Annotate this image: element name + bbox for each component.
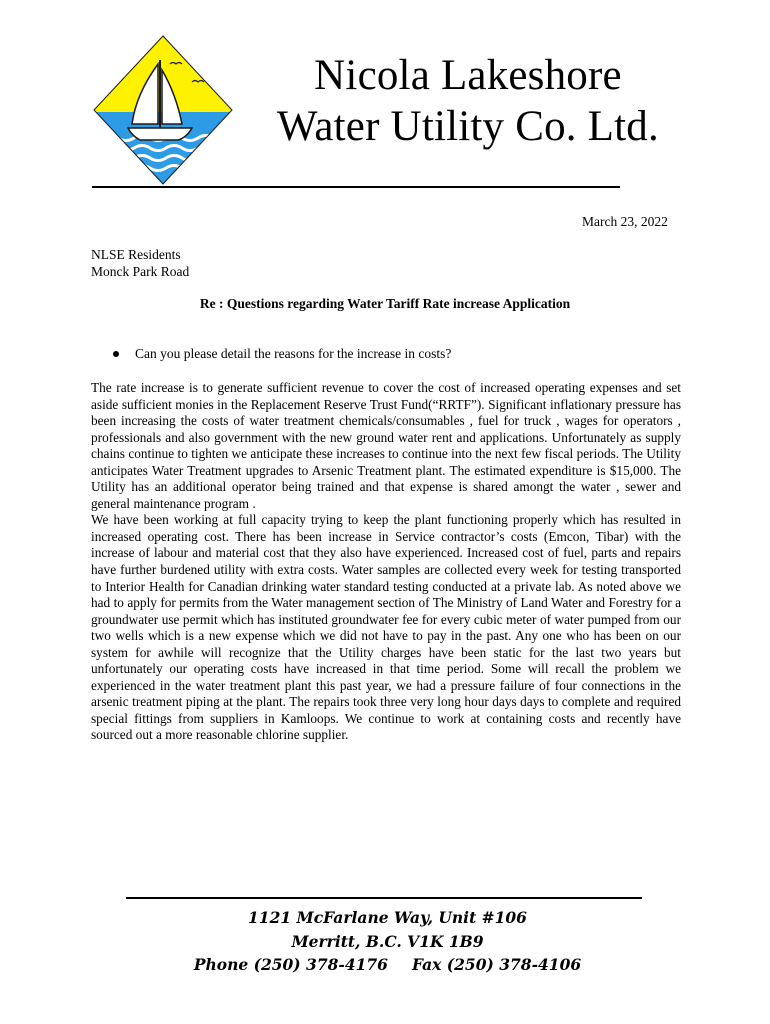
- fax-number: Fax (250) 378-4106: [411, 955, 582, 974]
- body-paragraph-2: We have been working at full capacity trying to keep the plant functioning properly which has resulted in increased operating cost. There has been increase in Service contractor’s costs (Emcon, Tibar) with the increase of labour and material cost that they also have experienced. Increased cost of fuel, parts and repairs have further burdened utility with extra costs. Water samples are collected every week for testing transported to Interior Health for Canadian drinking water standard testing conducted at a private lab. As noted above we had to apply for permits from the Water management section of The Ministry of Land Water and Forestry for a groundwater use permit which has instituted groundwater fee for every cubic meter of water pumped from our two wells which is a new expense which we did not have to pay in the past. Any one who has been on our system for awhile will recognize that the Utility charges have been static for the last two years but unfortunately our operating costs have increased in that time period. Some will recall the problem we experienced in the water treatment plant this past year, we had a pressure failure of four connections in the arsenic treatment piping at the plant. The repairs took three very long hour days days to complete and required special fittings from suppliers in Kamloops. We continue to work at containing costs and recently have sourced out a more reasonable chlorine supplier.: [91, 512, 681, 743]
- body-paragraph-1: The rate increase is to generate sufficient revenue to cover the cost of increased operating expenses and set aside sufficient monies in the Replacement Reserve Trust Fund(“RRTF”). Significant inflationary pressure has been increasing the costs of water treatment chemicals/consumables , fuel for truck , wages for operators , professionals and also government with the new ground water rent and applications. Unfortunately as supply chains continue to tighten we anticipate these increases to continue into the next few fiscal periods. The Utility anticipates Water Treatment upgrades to Arsenic Treatment plant. The estimated expenditure is $15,000. The Utility has an additional operator being trained and that expense is shared amongt the water , sewer and general maintenance program .: [91, 380, 681, 511]
- sailboat-logo-icon: [92, 34, 234, 186]
- footer-address: [150, 906, 625, 977]
- address-line1: 1121 McFarlane Way, Unit #106: [248, 908, 527, 927]
- contact-line: [150, 953, 625, 977]
- phone-number: Phone (250) 378-4176: [193, 955, 388, 974]
- question-bullet: [113, 346, 451, 362]
- header-divider: [92, 186, 620, 188]
- recipient-line1: NLSE Residents: [91, 247, 181, 262]
- company-name-line2: Water Utility Co. Ltd.: [277, 103, 659, 150]
- company-name: [248, 50, 688, 152]
- company-name-line1: Nicola Lakeshore: [314, 52, 622, 99]
- subject-line: Re : Questions regarding Water Tariff Rate increase Application: [199, 296, 571, 311]
- letter-date: March 23, 2022: [582, 214, 668, 229]
- recipient-block: [91, 247, 189, 280]
- letter-body: [91, 380, 681, 744]
- address-line2: Merritt, B.C. V1K 1B9: [291, 931, 484, 951]
- footer-divider: [126, 897, 642, 899]
- question-text: Can you please detail the reasons for the increase in costs?: [135, 346, 452, 361]
- recipient-line2: Monck Park Road: [91, 263, 190, 279]
- bullet-icon: [113, 351, 119, 357]
